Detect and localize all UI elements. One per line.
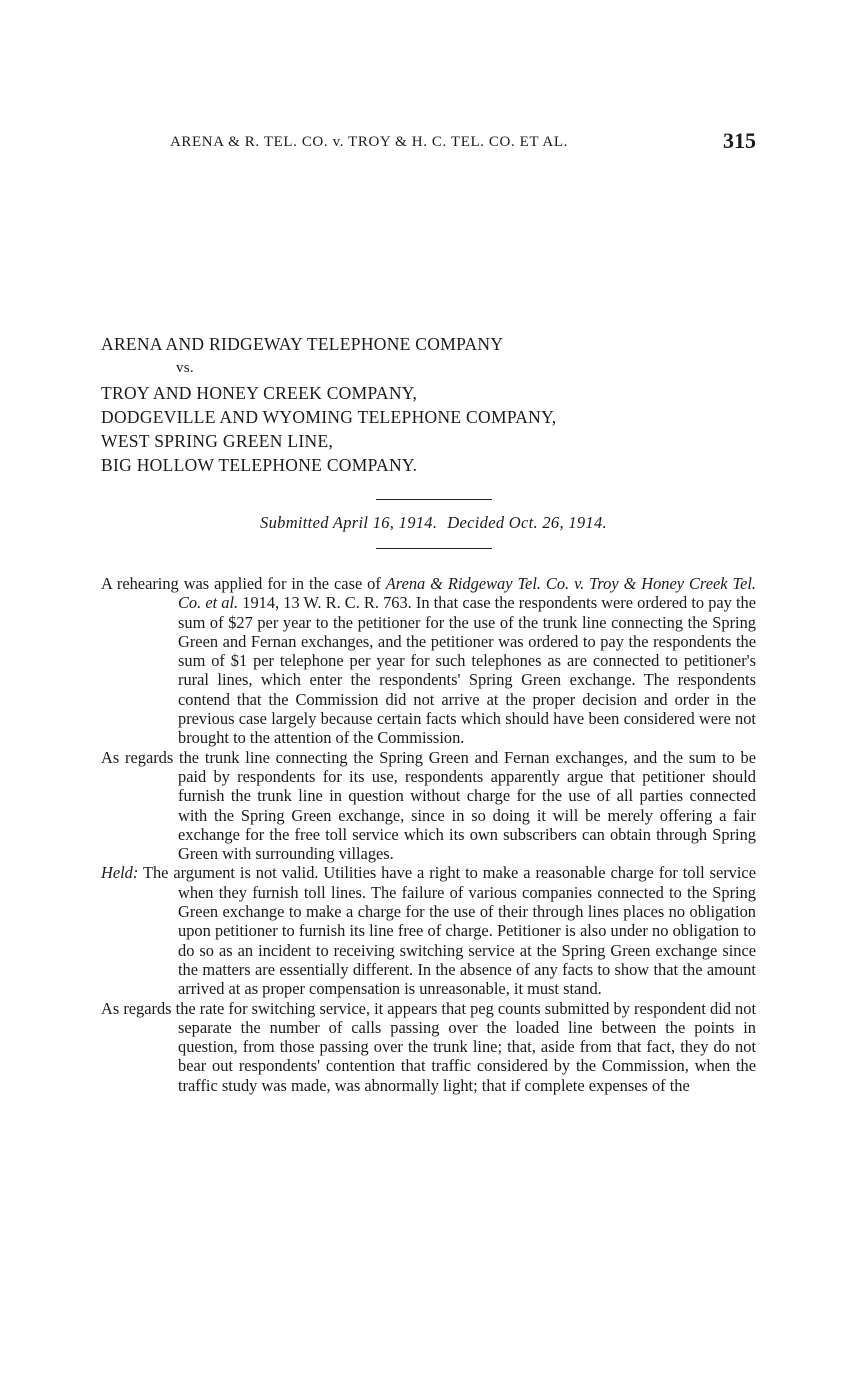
running-head [170,128,756,154]
decided-date: Decided Oct. 26, 1914. [447,513,607,532]
headnote-paragraph: As regards the trunk line connecting the Spring Green and Fernan exchanges, and the sum to be paid by respondents for its use, respondents apparently argue that petitioner should furnish the trunk line in question without charge for the use of all parties connected with the Spring Green exchange, since in so doing it will be merely offering a fair exchange for the free toll service which its own subscribers can obtain through Spring Green with surrounding villages. [101,747,756,864]
divider-rule [376,499,492,500]
versus-label: vs. [176,360,194,377]
divider-rule [376,548,492,549]
held-paragraph [101,863,756,998]
case-citation: Arena & Ridgeway Tel. Co. v. Troy & Honey Creek Tel. Co. et al. [178,574,756,613]
page-number: 315 [723,128,756,153]
petitioner-name: ARENA AND RIDGEWAY TELEPHONE COMPANY [101,334,504,354]
headnote-text: A rehearing was applied for in the case of [101,574,386,593]
decision-dates [0,513,867,533]
running-title: ARENA & R. TEL. CO. v. TROY & H. C. TEL. CO. ET AL. [170,134,568,150]
respondent-name: DODGEVILLE AND WYOMING TELEPHONE COMPANY, [101,406,557,427]
held-label: Held: [101,863,139,883]
held-text: The argument is not valid. Utilities have a right to make a reasonable charge for toll service when they furnish toll lines. The failure of various companies connected to the Spring Green exchange to make a charge for the use of their through lines places no obligation upon petitioner to furnish its line free of charge. Petitioner is also under no obligation to do so as an incident to receiving switching service at the Spring Green exchange since the matters are essentially different. In the absence of any facts to show that the amount arrived at as proper compensation is unreasonable, it must stand. [138,863,756,999]
headnote-paragraph: As regards the rate for switching service, it appears that peg counts submitted by respondent did not separate the number of calls passing over the loaded line between the points in question, from those passing over the trunk line; that, aside from that fact, they do not bear out respondents' contention that traffic considered by the Commission, when the traffic study was made, was abnormally light; that if complete expenses of the [101,998,757,1095]
headnote-paragraph [101,574,756,748]
submitted-date: Submitted April 16, 1914. [260,513,438,532]
case-parties [101,332,761,478]
respondent-name: TROY AND HONEY CREEK COMPANY, [101,382,418,403]
headnote-text: 1914, 13 W. R. C. R. 763. In that case the respondents were ordered to pay the sum of $27 per year to the petitioner for the use of the trunk line connecting the Spring Green and Fernan exchanges, and the petitioner was ordered to pay the respondents the sum of $1 per telephone per year for such telephones as are connected to petitioner's rural lines, which enter the respondents' Spring Green exchange. The respondents contend that the Commission did not arrive at the proper decision and order in the previous case largely because certain facts which should have been considered were not brought to the attention of the Commission. [178,593,756,748]
respondent-name: BIG HOLLOW TELEPHONE COMPANY. [101,455,418,476]
headnotes [101,574,756,1095]
respondent-name: WEST SPRING GREEN LINE, [101,431,334,452]
